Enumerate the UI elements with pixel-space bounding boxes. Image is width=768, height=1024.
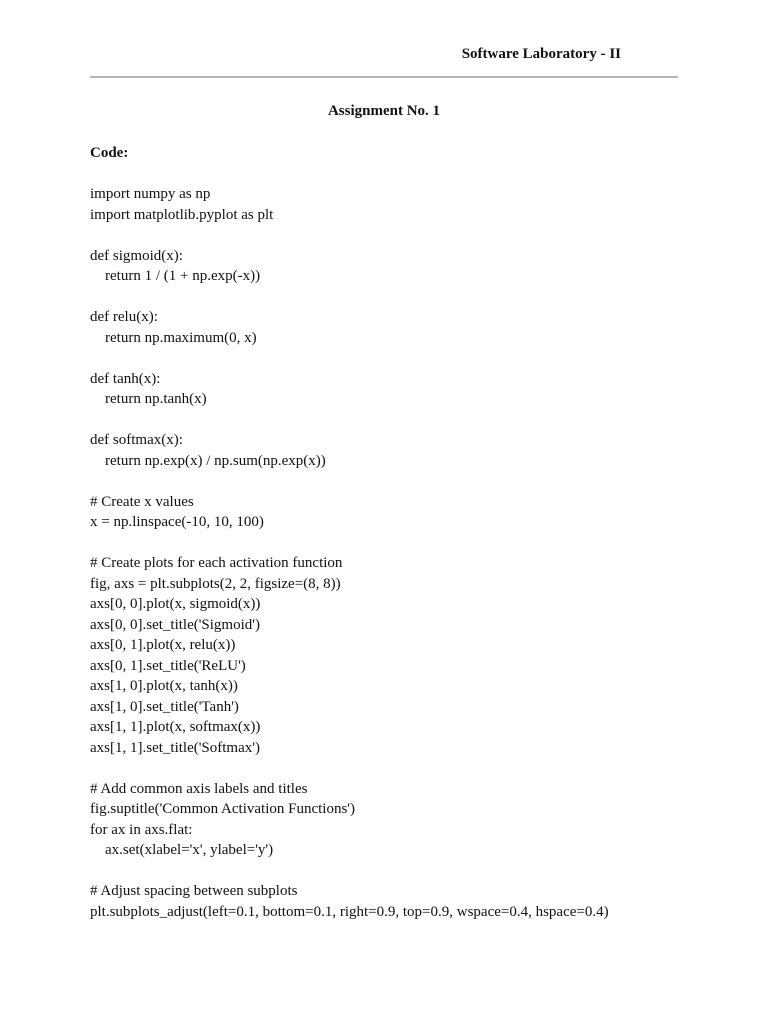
code-line: fig.suptitle('Common Activation Functions') xyxy=(90,801,355,817)
code-line: axs[1, 0].set_title('Tanh') xyxy=(90,698,239,715)
code-line: import numpy as np xyxy=(90,186,211,202)
code-line xyxy=(90,225,690,246)
code-line xyxy=(90,533,690,554)
code-line: axs[0, 1].set_title('ReLU') xyxy=(90,657,246,674)
code-line: axs[1, 1].set_title('Softmax') xyxy=(90,739,260,756)
header-divider xyxy=(90,76,678,78)
code-line xyxy=(90,287,690,308)
code-line: fig, axs = plt.subplots(2, 2, figsize=(8, 8)) xyxy=(90,575,341,592)
code-line: return np.tanh(x) xyxy=(90,391,207,407)
code-line: axs[0, 1].plot(x, relu(x)) xyxy=(90,637,236,653)
code-line: # Create plots for each activation function xyxy=(90,555,343,571)
code-line: return np.exp(x) / np.sum(np.exp(x)) xyxy=(90,452,326,469)
code-line: def sigmoid(x): xyxy=(90,247,183,264)
code-line xyxy=(90,758,690,779)
code-line xyxy=(90,348,690,369)
code-line: ax.set(xlabel='x', ylabel='y') xyxy=(90,842,274,858)
code-line: axs[1, 1].plot(x, softmax(x)) xyxy=(90,719,261,735)
page-header: Software Laboratory - II xyxy=(461,46,621,62)
code-line: # Create x values xyxy=(90,493,194,510)
code-line: # Add common axis labels and titles xyxy=(90,780,308,797)
code-line xyxy=(90,471,690,492)
code-line: return np.maximum(0, x) xyxy=(90,329,257,346)
assignment-title: Assignment No. 1 xyxy=(327,103,441,119)
code-line: x = np.linspace(-10, 10, 100) xyxy=(90,514,264,530)
code-line: def relu(x): xyxy=(90,309,158,325)
code-label: Code: xyxy=(90,145,129,161)
code-line: # Adjust spacing between subplots xyxy=(90,883,298,899)
code-line: import matplotlib.pyplot as plt xyxy=(90,206,274,223)
code-line: plt.subplots_adjust(left=0.1, bottom=0.1, right=0.9, top=0.9, wspace=0.4, hspace=0.4) xyxy=(90,903,609,920)
code-line: def softmax(x): xyxy=(90,432,183,448)
code-line: return 1 / (1 + np.exp(-x)) xyxy=(90,268,261,284)
code-line: axs[0, 0].plot(x, sigmoid(x)) xyxy=(90,596,261,612)
code-line xyxy=(90,410,690,431)
code-line: axs[1, 0].plot(x, tanh(x)) xyxy=(90,678,238,694)
code-line xyxy=(90,861,690,882)
code-line: for ax in axs.flat: xyxy=(90,821,193,838)
code-line: def tanh(x): xyxy=(90,370,161,387)
code-listing xyxy=(90,184,690,922)
code-line: axs[0, 0].set_title('Sigmoid') xyxy=(90,616,260,633)
